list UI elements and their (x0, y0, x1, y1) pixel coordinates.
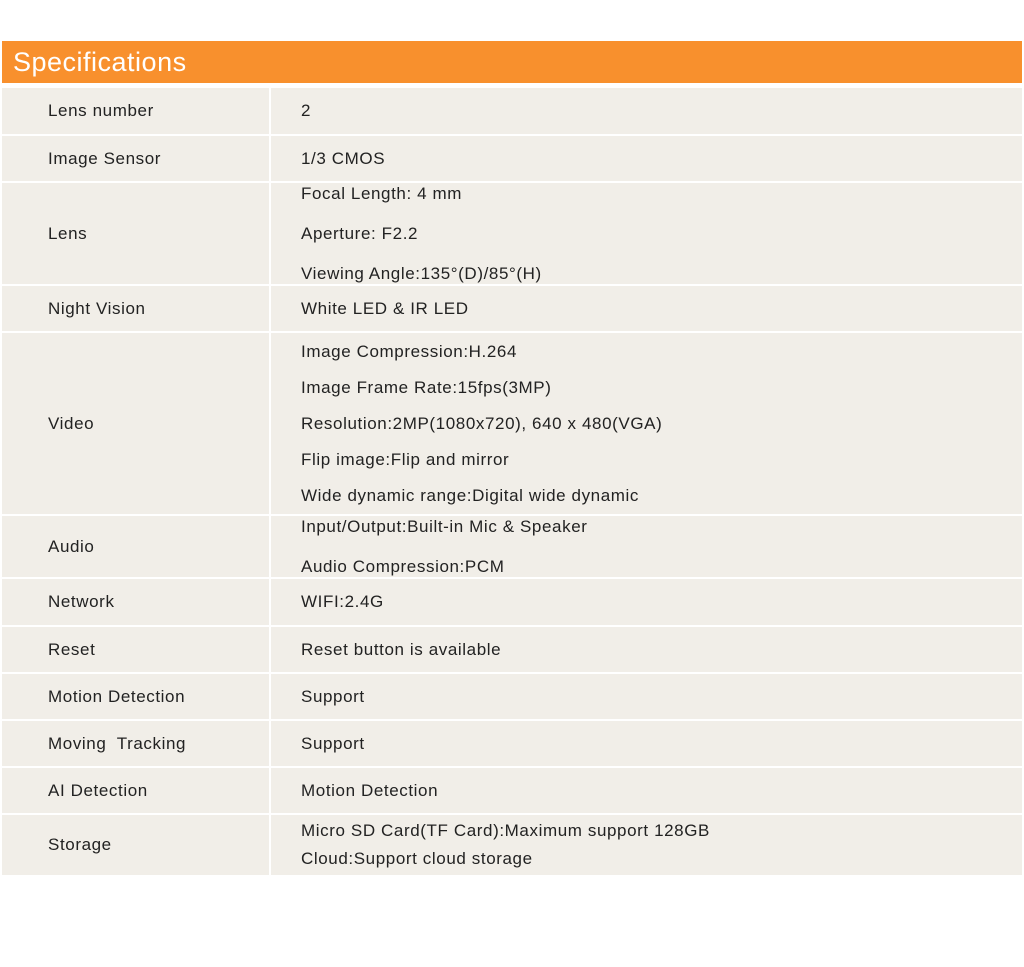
table-row (2, 767, 1022, 814)
value-line: Micro SD Card(TF Card):Maximum support 128GB (301, 821, 710, 840)
row-value (270, 515, 1022, 578)
row-label: AI Detection (2, 767, 270, 814)
row-label: Storage (2, 814, 270, 876)
row-value (270, 332, 1022, 515)
value-line: Support (301, 686, 365, 706)
row-label: Lens number (2, 88, 270, 135)
table-row (2, 515, 1022, 578)
value-line: Reset button is available (301, 639, 502, 659)
row-label: Motion Detection (2, 673, 270, 720)
specifications-table (2, 88, 1022, 877)
table-row (2, 720, 1022, 767)
row-label: Video (2, 332, 270, 515)
row-label: Audio (2, 515, 270, 578)
value-line: Cloud:Support cloud storage (301, 849, 533, 868)
table-row (2, 182, 1022, 285)
value-line: WIFI:2.4G (301, 592, 384, 611)
value-line: 2 (301, 101, 312, 120)
spec-sheet (2, 41, 1022, 877)
row-value (270, 578, 1022, 626)
value-line: Flip image:Flip and mirror (301, 449, 510, 469)
row-label: Lens (2, 182, 270, 285)
value-line: Resolution:2MP(1080x720), 640 x 480(VGA) (301, 413, 663, 433)
row-value (270, 814, 1022, 876)
row-value (270, 285, 1022, 332)
table-row (2, 135, 1022, 182)
section-header (2, 41, 1022, 83)
table-row (2, 285, 1022, 332)
table-row (2, 626, 1022, 673)
row-value (270, 135, 1022, 182)
value-line: Image Compression:H.264 (301, 341, 518, 361)
value-line: Focal Length: 4 mm (301, 183, 463, 203)
row-label: Reset (2, 626, 270, 673)
row-value (270, 626, 1022, 673)
value-line: Viewing Angle:135°(D)/85°(H) (301, 263, 542, 283)
value-line: Audio Compression:PCM (301, 556, 505, 576)
table-row (2, 88, 1022, 135)
row-value (270, 182, 1022, 285)
value-line: Aperture: F2.2 (301, 223, 419, 243)
row-value (270, 720, 1022, 767)
row-label: Moving Tracking (2, 720, 270, 767)
value-line: Input/Output:Built-in Mic & Speaker (301, 516, 588, 536)
section-title: Specifications (13, 46, 187, 77)
table-row (2, 578, 1022, 626)
value-line: Image Frame Rate:15fps(3MP) (301, 377, 552, 397)
row-label: Network (2, 578, 270, 626)
value-line: White LED & IR LED (301, 298, 469, 318)
row-value (270, 673, 1022, 720)
value-line: 1/3 CMOS (301, 148, 386, 168)
row-label: Image Sensor (2, 135, 270, 182)
row-label: Night Vision (2, 285, 270, 332)
row-value (270, 88, 1022, 135)
table-row (2, 673, 1022, 720)
value-line: Motion Detection (301, 780, 439, 800)
table-row (2, 814, 1022, 876)
value-line: Support (301, 733, 365, 753)
row-value (270, 767, 1022, 814)
value-line: Wide dynamic range:Digital wide dynamic (301, 485, 640, 505)
table-row (2, 332, 1022, 515)
